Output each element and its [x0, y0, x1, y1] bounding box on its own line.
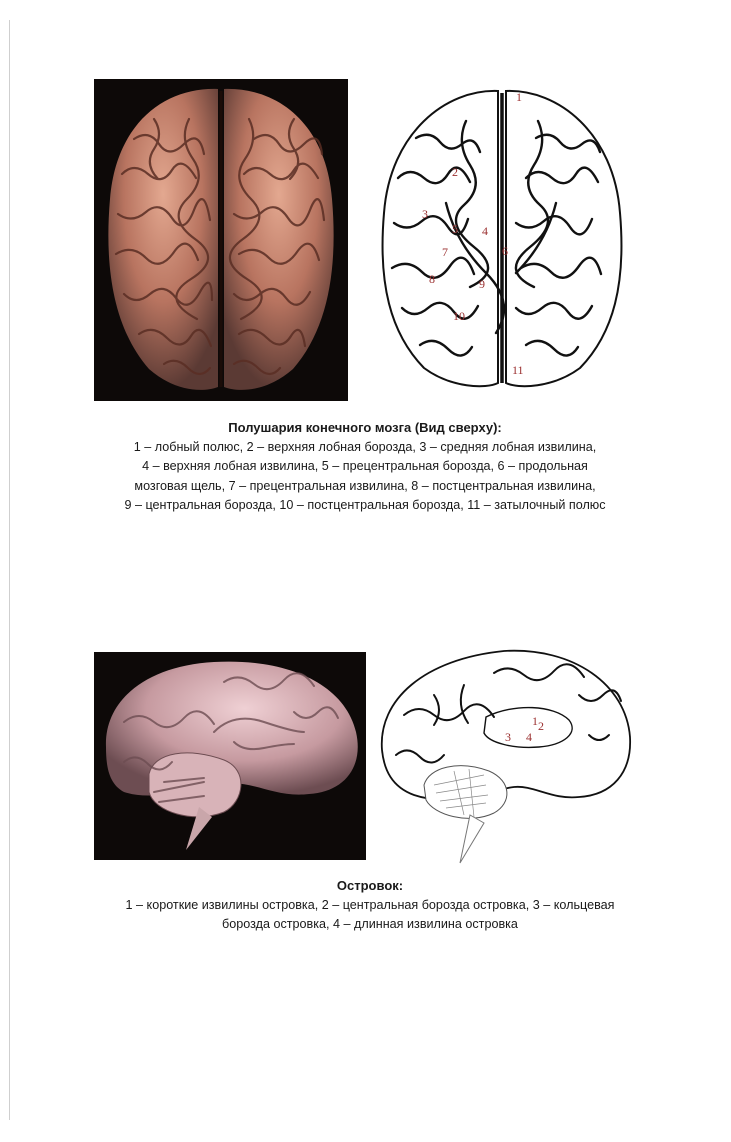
figure1-line-4: 9 – центральная борозда, 10 – постцентральная борозда, 11 – затылочный полюс	[124, 498, 606, 512]
brain-top-photo	[94, 79, 348, 401]
label-insula-3: 3	[505, 730, 511, 744]
figure1-line-2: 4 – верхняя лобная извилина, 5 – прецентральная борозда, 6 – продольная	[142, 459, 588, 473]
label-10: 10	[453, 309, 465, 323]
brain-side-drawing	[374, 645, 636, 867]
figure1-line-3: мозговая щель, 7 – прецентральная извилина, 8 – постцентральная извилина,	[134, 478, 596, 493]
brain-side-photo	[94, 652, 366, 860]
label-insula-2: 2	[538, 719, 544, 733]
figure2-line-2: борозда островка, 4 – длинная извилина островка	[222, 917, 518, 931]
figure1-line-1: 1 – лобный полюс, 2 – верхняя лобная борозда, 3 – средняя лобная извилина,	[133, 439, 597, 454]
figure2-caption	[70, 876, 670, 935]
label-insula-4: 4	[526, 730, 532, 744]
label-8: 8	[429, 272, 435, 286]
page-margin-line	[9, 20, 10, 1120]
label-2: 2	[452, 165, 458, 179]
label-insula-1: 1	[532, 714, 538, 728]
label-9: 9	[479, 277, 485, 291]
label-4: 4	[482, 224, 488, 238]
figure2-title: Островок:	[336, 878, 404, 893]
brain-top-drawing	[376, 83, 628, 393]
figure1-caption	[60, 418, 670, 516]
label-1: 1	[516, 90, 522, 104]
figure1-title: Полушария конечного мозга (Вид сверху):	[228, 420, 502, 435]
figure2-line-1: 1 – короткие извилины островка, 2 – центральная борозда островка, 3 – кольцевая	[125, 897, 615, 912]
label-5: 5	[452, 222, 458, 236]
label-6: 6	[502, 244, 508, 258]
label-3: 3	[422, 207, 428, 221]
label-11: 11	[512, 363, 524, 377]
label-7: 7	[442, 245, 448, 259]
